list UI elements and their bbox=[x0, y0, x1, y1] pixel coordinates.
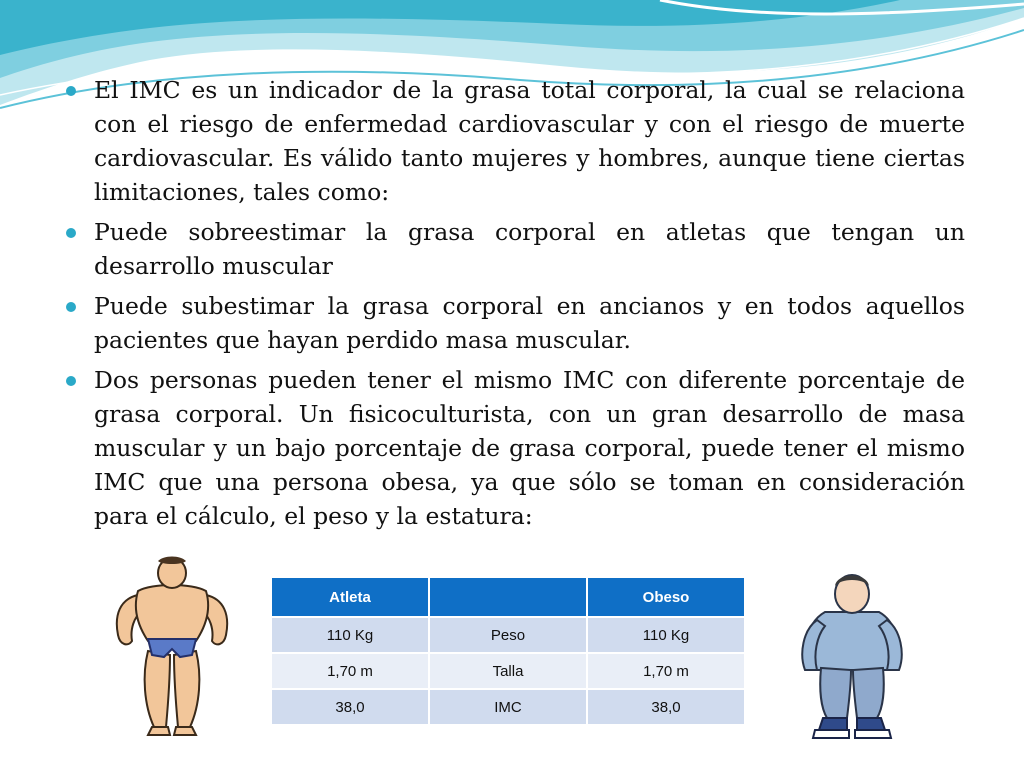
table-cell: IMC bbox=[430, 690, 586, 724]
table-cell: 110 Kg bbox=[588, 618, 744, 652]
table-row bbox=[272, 654, 744, 688]
header-athlete: Atleta bbox=[272, 578, 428, 616]
bullet-dot-icon bbox=[66, 302, 76, 312]
bullet-dot-icon bbox=[66, 376, 76, 386]
table-row bbox=[272, 690, 744, 724]
bullet-dot-icon bbox=[66, 228, 76, 238]
table-header-row bbox=[272, 578, 744, 616]
bodybuilder-illustration bbox=[108, 555, 236, 745]
obese-person-illustration bbox=[795, 568, 910, 746]
bullet-text: El IMC es un indicador de la grasa total corporal, la cual se relaciona con el riesgo de enfermedad cardiovascular y con el riesgo de muerte cardiovascular. Es válido tanto mujeres y hombres, aunque tiene ciertas limitaciones, tales como: bbox=[94, 76, 965, 206]
bullet-item bbox=[60, 73, 965, 209]
bullet-item bbox=[60, 363, 965, 533]
table-cell: 110 Kg bbox=[272, 618, 428, 652]
table-cell: Talla bbox=[430, 654, 586, 688]
table-cell: 38,0 bbox=[272, 690, 428, 724]
bullet-item bbox=[60, 215, 965, 283]
bullet-dot-icon bbox=[66, 86, 76, 96]
slide-body bbox=[60, 73, 965, 539]
table-row bbox=[272, 618, 744, 652]
bullet-text: Dos personas pueden tener el mismo IMC con diferente porcentaje de grasa corporal. Un fisicoculturista, con un gran desarrollo de masa muscular y un bajo porcentaje de grasa corporal, puede tener el mismo IMC que una persona obesa, ya que sólo se toman en consideración para el cálculo, el peso y la estatura: bbox=[94, 366, 965, 530]
imc-comparison-table bbox=[270, 576, 746, 726]
table-cell: 1,70 m bbox=[272, 654, 428, 688]
bullet-text: Puede sobreestimar la grasa corporal en atletas que tengan un desarrollo muscular bbox=[94, 218, 965, 280]
header-obese: Obeso bbox=[588, 578, 744, 616]
header-blank bbox=[430, 578, 586, 616]
bullet-text: Puede subestimar la grasa corporal en ancianos y en todos aquellos pacientes que hayan perdido masa muscular. bbox=[94, 292, 965, 354]
bullet-item bbox=[60, 289, 965, 357]
bullet-list bbox=[60, 73, 965, 533]
table-cell: 38,0 bbox=[588, 690, 744, 724]
table-cell: Peso bbox=[430, 618, 586, 652]
table-cell: 1,70 m bbox=[588, 654, 744, 688]
